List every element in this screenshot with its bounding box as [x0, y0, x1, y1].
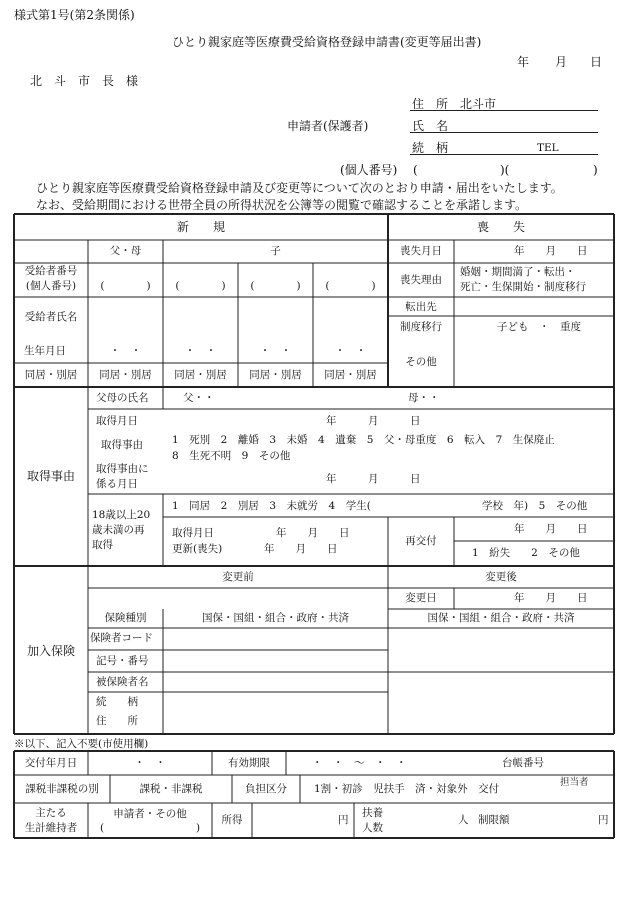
age-acq-date-label: 取得月日: [172, 527, 214, 539]
form-number: 様式第1号(第2条関係): [14, 8, 135, 22]
ledger-number-label: 台帳番号: [502, 757, 544, 769]
change-date-label: 変更日: [405, 592, 437, 604]
dependents-label-1: 扶養: [362, 807, 383, 819]
cohabit-child-1[interactable]: 同居・別居: [174, 369, 227, 381]
ins-address-label: 住 所: [96, 715, 138, 727]
acq-date-value[interactable]: 年 月 日: [326, 415, 421, 427]
breadwinner-paren-close: ): [196, 822, 201, 834]
address-value[interactable]: 北斗市: [460, 97, 497, 111]
birth-date-child-1[interactable]: ・ ・: [184, 345, 217, 357]
cohabit-label: 同居・別居: [24, 369, 78, 381]
mynumber-paren-mid: )(: [500, 163, 510, 177]
mother-name[interactable]: 母・・: [408, 392, 440, 404]
ins-type-label: 保険種別: [104, 612, 147, 624]
recipient-no-child-2[interactable]: ( ): [250, 280, 301, 292]
ins-type-after[interactable]: 国保・国組・組合・政府・共済: [427, 612, 575, 624]
ins-before-header: 変更前: [222, 571, 254, 583]
child-col-header: 子: [270, 245, 281, 257]
tax-status-value[interactable]: 課税・非課税: [139, 783, 203, 795]
relation-underline: [410, 154, 598, 155]
acq-reason-date-label-1: 取得事由に: [96, 463, 149, 475]
intro-line-2: なお、受給期間における世帯全員の所得状況を公簿等の閲覧で確認することを承諾します。: [36, 198, 528, 212]
acq-reason-date-label-2: 係る月日: [96, 478, 138, 490]
ins-type-before[interactable]: 国保・国組・組合・政府・共済: [202, 612, 349, 624]
recipient-no-label-1: 受給者番号: [24, 265, 78, 277]
recipient-no-label-2: (個人番号): [25, 280, 77, 292]
cohabit-parent[interactable]: 同居・別居: [99, 369, 152, 381]
ins-section-label: 加入保険: [26, 644, 75, 658]
recipient-name-label: 受給者氏名: [24, 311, 78, 323]
age-label-3: 取得: [92, 539, 113, 551]
renew-label: 更新(喪失): [172, 543, 223, 555]
applicant-label: 申請者(保護者): [287, 119, 369, 133]
tel-label: TEL: [537, 142, 559, 154]
parent-col-header: 父・母: [109, 245, 142, 257]
limit-yen: 円: [598, 814, 609, 826]
acq-date-label: 取得月日: [96, 415, 138, 427]
loss-reason-label: 喪失理由: [400, 274, 442, 286]
birth-date-child-2[interactable]: ・ ・: [259, 345, 292, 357]
recipient-no-child-1[interactable]: ( ): [175, 280, 226, 292]
recipient-no-parent[interactable]: ( ): [100, 280, 151, 292]
date-day-label: 日: [590, 55, 603, 69]
name-underline: [410, 132, 598, 133]
insurer-code-label: 保険者コード: [90, 632, 153, 644]
date-month-label: 月: [555, 55, 568, 69]
system-transfer-options[interactable]: 子ども ・ 重度: [497, 321, 581, 333]
staff-label: 担当者: [560, 777, 589, 788]
breadwinner-paren-open: (: [100, 822, 105, 834]
mynumber-paren-open: (: [413, 163, 418, 177]
dependents-label-2: 人数: [362, 822, 383, 834]
renew-date-value[interactable]: 年 月 日: [264, 543, 338, 555]
addressee: 北 斗 市 長 様: [30, 74, 139, 88]
burden-label: 負担区分: [245, 783, 287, 795]
recipient-no-child-3[interactable]: ( ): [325, 280, 376, 292]
acq-reason-options-2[interactable]: 8 生死不明 9 その他: [172, 450, 291, 462]
cohabit-child-2[interactable]: 同居・別居: [249, 369, 302, 381]
loss-date-value[interactable]: 年 月 日: [514, 245, 588, 257]
office-use-note: ※以下、記入不要(市使用欄): [14, 738, 149, 750]
birth-date-child-3[interactable]: ・ ・: [334, 345, 367, 357]
intro-line-1: ひとり親家庭等医療費受給資格登録申請及び変更等について次のとおり申請・届出をいたします。: [36, 181, 563, 195]
mynumber-label: (個人番号): [340, 163, 398, 177]
reissue-label: 再交付: [405, 535, 437, 547]
age-acq-date-value[interactable]: 年 月 日: [276, 527, 350, 539]
reissue-options[interactable]: 1 紛失 2 その他: [472, 547, 580, 559]
tax-status-label: 課税非課税の別: [25, 783, 99, 795]
burden-value[interactable]: 1割・初診 児扶手 済・対象外 交付: [314, 783, 500, 795]
dependents-unit: 人: [458, 814, 469, 826]
birth-date-parent[interactable]: ・ ・: [109, 345, 142, 357]
acq-section-label: 取得事由: [26, 469, 75, 483]
name-label: 氏 名: [412, 119, 449, 133]
age-label-2: 歳未満の再: [92, 524, 145, 536]
date-year-label: 年: [517, 55, 530, 69]
father-name[interactable]: 父・・: [183, 392, 215, 404]
loss-date-label: 喪失月日: [400, 245, 442, 257]
new-header: 新 規: [176, 220, 225, 234]
change-date-value[interactable]: 年 月 日: [514, 592, 588, 604]
age-options-b[interactable]: 学校 年) 5 その他: [482, 500, 588, 512]
cohabit-child-3[interactable]: 同居・別居: [324, 369, 377, 381]
loss-reason-options-1[interactable]: 婚姻・期間満了・転出・: [460, 266, 576, 278]
breadwinner-label-2: 生計維持者: [24, 822, 78, 834]
issue-date-label: 交付年月日: [24, 757, 78, 769]
age-options-a[interactable]: 1 同居 2 別居 3 未就労 4 学生(: [172, 500, 371, 512]
system-transfer-label: 制度移行: [400, 321, 442, 333]
address-label: 住 所: [412, 97, 449, 111]
ins-after-header: 変更後: [485, 571, 517, 583]
other-label: その他: [405, 356, 437, 368]
moveout-label: 転出先: [405, 301, 437, 313]
relation-label: 続 柄: [412, 141, 449, 155]
address-underline: [410, 110, 598, 111]
limit-label: 制限額: [478, 814, 510, 826]
income-yen: 円: [338, 814, 349, 826]
acq-reason-label: 取得事由: [101, 439, 143, 451]
reissue-date-value[interactable]: 年 月 日: [514, 523, 588, 535]
form-title: ひとり親家庭等医療費受給資格登録申請書(変更等届出書): [172, 35, 482, 49]
age-label-1: 18歳以上20: [92, 509, 151, 521]
insured-name-label: 被保険者名: [96, 676, 149, 688]
breadwinner-value[interactable]: 申請者・その他: [113, 808, 187, 820]
breadwinner-label-1: 主たる: [35, 807, 67, 819]
ins-relation-label: 続 柄: [96, 696, 138, 708]
loss-header: 喪 失: [476, 220, 525, 234]
symbol-number-label: 記号・番号: [96, 655, 149, 667]
loss-reason-options-2[interactable]: 死亡・生保開始・制度移行: [460, 281, 586, 293]
acq-reason-date-value[interactable]: 年 月 日: [326, 473, 421, 485]
income-label: 所得: [221, 814, 243, 826]
acq-reason-options-1[interactable]: 1 死別 2 離婚 3 未婚 4 遺棄 5 父・母重度 6 転入 7 生保廃止: [172, 434, 555, 446]
parent-names-label: 父母の氏名: [96, 392, 149, 404]
validity-label: 有効期限: [228, 757, 270, 769]
mynumber-paren-close: ): [593, 163, 598, 177]
validity-value[interactable]: ・ ・ ～ ・ ・: [312, 757, 407, 769]
issue-date-value[interactable]: ・ ・: [134, 757, 166, 769]
birth-date-label: 生年月日: [24, 345, 66, 357]
